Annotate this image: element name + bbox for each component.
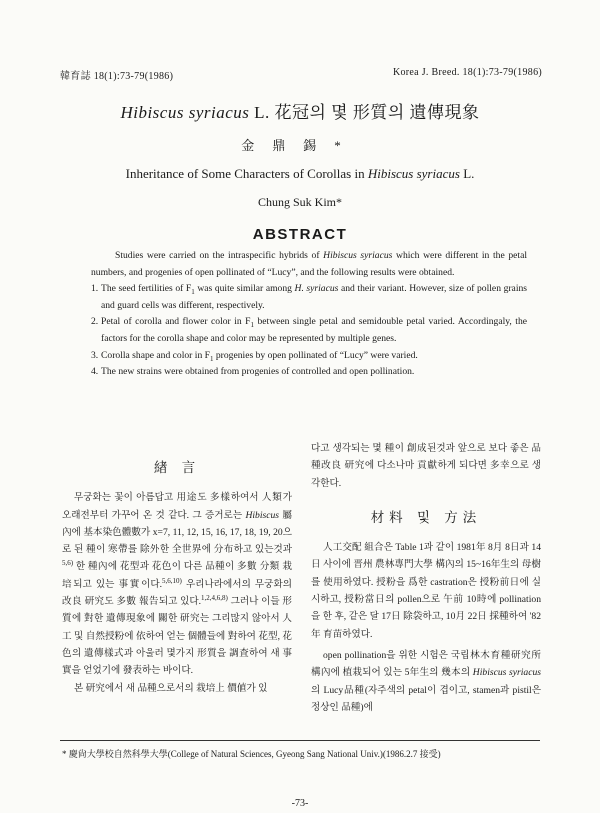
page-number: -73-: [291, 798, 309, 809]
methods-paragraph-1: 人工交配 組合은 Table 1과 같이 1981年 8月 8日과 14日 사이에 晋州 農林專門大學 構內의 15~16年生의 母樹를 使用하였다. 授粉을 爲한 castration은 授粉前日에 실시하고, 授粉當日의 pollen으로 午前 10時에 pollination을 한 후, 같은 달 17日 除袋하고, 10月 22日 採種하여 '82年 育苗하였다.: [311, 542, 541, 640]
abstract-item-4: 4. The new strains were obtained from progenies of controlled and open pollination.: [91, 366, 415, 378]
abstract-intro: Studies were carried on the intraspecific hybrids of Hibiscus syriacus which were different in the petal numbers, and progenies of open pollinated of “Lucy”, and the following results were obtained.: [91, 250, 527, 278]
introduction-paragraph-2: 본 研究에서 새 品種으로서의 栽培上 價値가 있: [74, 682, 268, 694]
methods-heading: 材料 및 方法: [370, 509, 482, 526]
abstract-item-2: 2. Petal of corolla and flower color in $F_1$ between single petal and semidouble petal varied. Accordingaly, the factors for the corolla shape and color may be represented by multiple genes.: [91, 316, 528, 344]
footnote-rule: [60, 740, 540, 741]
introduction-heading: 緖 言: [153, 460, 201, 476]
abstract-heading: ABSTRACT: [252, 226, 348, 243]
footnote-affiliation: * 慶尙大學校自然科學大學(College of Natural Sciences, Gyeong Sang National Univ.)(1986.2.7 接受): [62, 749, 441, 759]
running-header-right: Korea J. Breed. 18(1):73-79(1986): [392, 67, 542, 78]
left-column: [62, 460, 292, 697]
methods-paragraph-2: open pollination을 위한 시험은 국립林木育種研究所 構內에 植栽되어 있는 5年生의 幾本의 Hibiscus syriacus의 Lucy品種(자주색의 petal이 겹이고, stamen과 pistil은 정상인 品種)에: [311, 649, 541, 713]
paper-title-korean: [0, 98, 600, 123]
introduction-paragraph-1: 무궁화는 꽃이 아름답고 用途도 多樣하여서 人類가 오래전부터 가꾸어 온 것 같다. 그 증거로는 Hibiscus 屬內에 基本染色體數가 x=7, 11, 12, 15, 16, 17, 18, 19, 20으로 된 種이 寒帶를 除外한 全世界에 分布하고 있는것과$^{5,6)}$ 한 種內에 花型과 花色이 다른 品種이 多數 分類 栽培되고 있는 事實이다.$^{5,6,10)}$ 우리나라에서의 무궁화의 改良 研究도 多數 報告되고 있다.$^{1,2,4,6,8)}$ 그러나 이들 形質에 對한 遺傳現象에 關한 研究는 그리많지 않아서 人工 및 自然授粉에 依하여 얻는 個體들에 對하여 花型, 花色의 遺傳樣式과 아울러 몇가지 形質을 調査하여 새 事實을 얻었기에 發表하는 바이다.: [62, 492, 292, 677]
author-korean: 金鼎錫*: [241, 138, 359, 153]
running-header-left: 韓育誌 18(1):73-79(1986): [60, 71, 174, 82]
author-english: Chung Suk Kim*: [257, 195, 342, 209]
title-rest: L. 花冠의 몇 形質의 遺傳現象: [249, 103, 480, 122]
abstract-item-1: 1. The seed fertilities of $F_1$ was quite similar among H. syriacus and their variant. However, size of pollen grains and guard cells was different, respectively.: [91, 283, 528, 311]
title-species: Hibiscus syriacus: [120, 103, 250, 122]
abstract-item-3: 3. Corolla shape and color in $F_1$ progenies by open pollinated of “Lucy” were varied.: [91, 349, 418, 363]
introduction-continued: 다고 생각되는 몇 種이 創成된것과 앞으로 보다 좋은 品種改良 研究에 다소나마 貢獻하게 되다면 多幸으로 생각한다.: [311, 443, 541, 489]
paper-title-english: Inheritance of Some Characters of Corollas in Hibiscus syriacus L.: [125, 166, 475, 181]
abstract-body: [91, 248, 527, 381]
right-column: [311, 440, 541, 716]
